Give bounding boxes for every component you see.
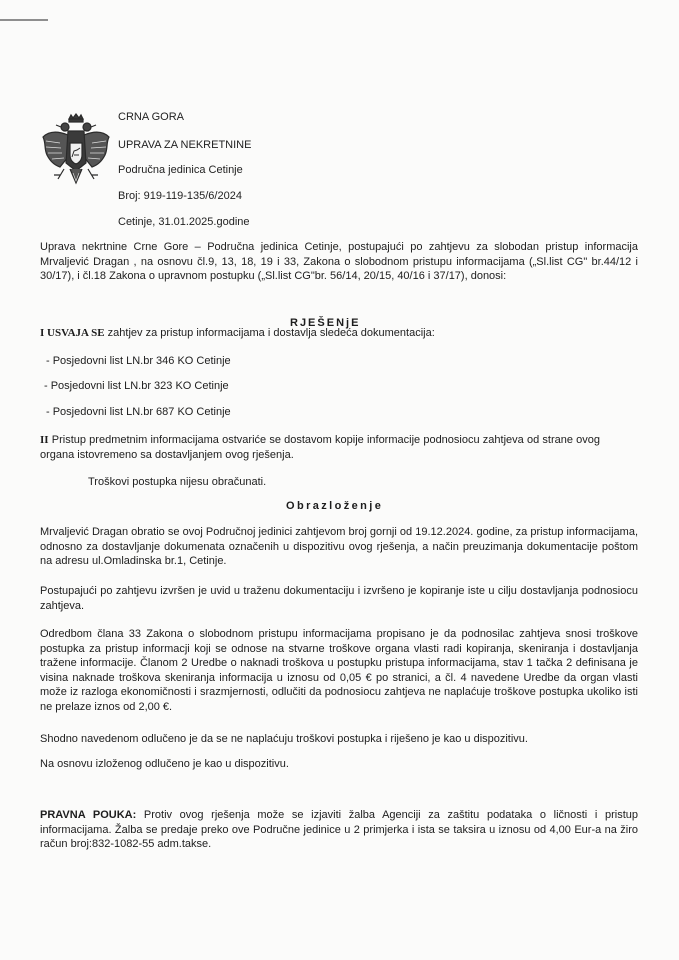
header-country: CRNA GORA bbox=[118, 111, 185, 123]
intro-paragraph: Uprava nekrtnine Crne Gore – Područna jedinica Cetinje, postupajući po zahtjevu za slobodan pristup informacija Mrvaljević Dragan , na osnovu čl.9, 13, 18, 19 i 33, Zakona o slobodnom pristupu informacijama („Sl.list CG" br.44/12 i 30/17), i čl.18 Zakona o upravnom postupku („Sl.list CG"br. 56/14, 20/15, 40/16 i 37/17), donosi: bbox=[40, 241, 638, 283]
legal-remedy-lead: PRAVNA POUKA: bbox=[40, 809, 137, 821]
item-1-lead: I USVAJA SE bbox=[40, 327, 105, 339]
document-item: - Posjedovni list LN.br 346 KO Cetinje bbox=[46, 355, 231, 367]
reasoning-paragraph: Shodno navedenom odlučeno je da se ne naplaćuju troškovi postupka i riješeno je kao u dispozitivu. bbox=[40, 733, 528, 745]
header-authority: UPRAVA ZA NEKRETNINE bbox=[118, 139, 252, 151]
item-1-text: zahtjev za pristup informacijama i dostavlja sledeća dokumentacija: bbox=[104, 327, 435, 339]
reasoning-paragraph: Odredbom člana 33 Zakona o slobodnom pristupu informacijama propisano je da podnosilac zahtjeva snosi troškove postupka za pristup informacji koji se odnose na stvarne troškove organa vlasti radi kopiranja, skeniranja i dostavljanja tražene informacije. Članom 2 Uredbe o naknadi troškova u postupku pristupa informacijama, stav 1 tačka 2 definisana je visina naknade troškova skeniranja informacija u iznosu od 0,05 € po stranici, a čl. 4 navedene Uredbe da organ vlasti može iz razloga ekonomičnosti i srazmjernosti, odlučiti da podnosiocu zahtjeva ne naplaćuje troškove postupka ukoliko isti ne prelaze iznos od 2,00 €. bbox=[40, 628, 638, 713]
item-2-lead: II bbox=[40, 434, 49, 446]
item-1 bbox=[40, 326, 638, 341]
reasoning-paragraph: Na osnovu izloženog odlučeno je kao u dispozitivu. bbox=[40, 758, 289, 770]
scan-edge-mark bbox=[0, 19, 48, 21]
decision-title: RJEŠENjE bbox=[290, 317, 361, 329]
legal-remedy-text: Protiv ovog rješenja može se izjaviti žalba Agenciji za zaštitu podataka o ličnosti i pristup informacijama. Žalba se predaje preko ove Područne jedinice u 2 primjerka i ista se taksira u iznosu od 4,00 Eur-a na žiro račun broj:832-1082-55 adm.takse. bbox=[40, 809, 638, 851]
document-item: - Posjedovni list LN.br 687 KO Cetinje bbox=[46, 406, 231, 418]
item-2-text: Pristup predmetnim informacijama ostvariće se dostavom kopije informacije podnosiocu zahtjeva od strane ovog organa istovremeno sa dostavljanjem ovog rješenja. bbox=[40, 434, 600, 461]
reasoning-title: Obrazloženje bbox=[286, 500, 384, 512]
document-item: - Posjedovni list LN.br 323 KO Cetinje bbox=[44, 380, 229, 392]
item-2 bbox=[40, 433, 600, 462]
header-number: Broj: 919-119-135/6/2024 bbox=[118, 190, 242, 202]
header-unit: Područna jedinica Cetinje bbox=[118, 164, 243, 176]
montenegro-coat-of-arms-icon bbox=[40, 113, 112, 191]
costs-note: Troškovi postupka nijesu obračunati. bbox=[88, 476, 267, 488]
reasoning-paragraph: Mrvaljević Dragan obratio se ovoj Područnoj jedinici zahtjevom broj gornji od 19.12.2024. godine, za pristup informacijama, odnosno za dostavljanje dokumenata označenih u dispozitivu ovog rješenja, a način preuzimanja dokumentacije poštom na adresu ul.Omladinska br.1, Cetinje. bbox=[40, 526, 638, 568]
legal-remedy bbox=[40, 808, 638, 852]
reasoning-paragraph: Postupajući po zahtjevu izvršen je uvid u traženu dokumentaciju i izvršeno je kopiranje iste u cilju dostavljanja podnosiocu zahtjeva. bbox=[40, 585, 638, 612]
header-place-date: Cetinje, 31.01.2025.godine bbox=[118, 216, 250, 228]
